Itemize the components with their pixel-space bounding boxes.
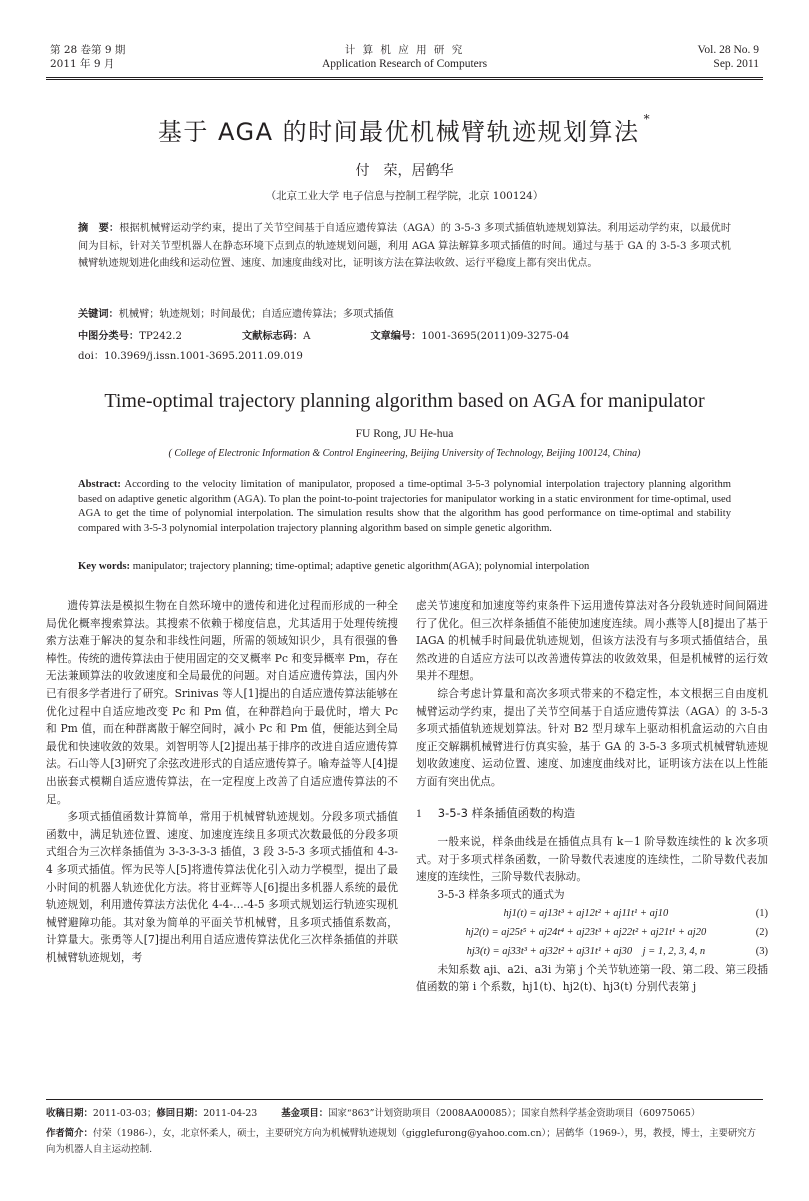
affiliation-cn: （北京工业大学 电子信息与控制工程学院，北京 100124）	[265, 190, 544, 202]
abstract-en-text: According to the velocity limitation of manipulator, proposed a time-optimal 3-5-3 polynomial interpolation trajectory planning algorithm based on adaptive genetic algorithm (AGA). To plan the point-to-point trajectories for manipulator working in a static environment for time-optimal, used AGA to get the time of polynomial interpolation. The simulation results show that the algorithm has good performance on time-optimal and stability compared with 3-5-3 polynomial interpolation trajectory planning algorithm based on simple genetic algorithm.	[78, 479, 731, 535]
document-code: A	[303, 331, 311, 342]
clc-number: TP242.2	[139, 331, 182, 342]
abstract-en-label: Abstract:	[78, 479, 121, 490]
keywords-en-text: manipulator; trajectory planning; time-optimal; adaptive genetic algorithm(AGA); polynomial interpolation	[132, 561, 590, 572]
abstract-en	[78, 478, 731, 537]
keywords-en	[78, 560, 731, 575]
keywords-cn	[78, 306, 731, 324]
header-rule	[46, 77, 763, 78]
equation-3: hj3(t) = aj33t³ + aj32t² + aj31t¹ + aj30 j = 1, 2, 3, 4, n (3)	[466, 945, 768, 957]
authors-en: FU Rong, JU He-hua	[355, 428, 454, 440]
footnote-rule	[46, 1099, 763, 1100]
keywords-cn-label: 关键词：	[78, 309, 119, 320]
abstract-cn	[78, 220, 731, 273]
footnote-author-bio: 作者简介：付荣（1986-），女，北京怀柔人，硕士，主要研究方向为机械臂轨迹规划（gigglefurong@yahoo.com.cn）；居鹤华（1969-），男，教授，博士，主要研究方向为机器人自主运动控制.	[46, 1128, 757, 1155]
journal-name: 计 算 机 应 用 研 究 Application Research of Computers	[321, 44, 488, 70]
body-paragraph: 未知系数 aji、a2i、a3i 为第 j 个关节轨迹第一段、第二段、第三段插值函数的第 i 个系数，hj1(t)、hj2(t)、hj3(t) 分别代表第 j	[416, 962, 768, 994]
body-paragraph: 虑关节速度和加速度等约束条件下运用遗传算法对各分段轨迹时间间隔进行了优化。但三次样条插值不能使加速度连续。周小燕等人[8]提出了基于 IAGA 的机械手时间最优轨迹规划，但该方法没有与多项式插值结合，虽然改进的自适应方法可以改善遗传算法的收敛效果，但是机械臂的运行效果并不理想。	[416, 599, 768, 683]
affiliation-en: ( College of Electronic Information & Control Engineering, Beijing University of Technology, Beijing 100124, China)	[168, 448, 641, 459]
footnote-dates-fund: 收稿日期：2011-03-03；修回日期：2011-04-23 基金项目：国家“863”计划资助项目（2008AA00085）；国家自然科学基金资助项目（60975065）	[46, 1108, 701, 1119]
article-number: 1001-3695(2011)09-3275-04	[421, 331, 570, 342]
body-left-column	[46, 597, 398, 966]
body-paragraph: 一般来说，样条曲线是在插值点具有 k－1 阶导数连续性的 k 次多项式。对于多项式样条函数，一阶导数代表速度的连续性，二阶导数代表加速度的连续性，三阶导数代表脉动。	[416, 835, 768, 884]
body-right-column	[416, 597, 768, 996]
keywords-en-label: Key words:	[78, 561, 131, 572]
abstract-cn-label: 摘 要：	[78, 223, 120, 234]
body-paragraph: 多项式插值函数计算简单，常用于机械臂轨迹规划。分段多项式插值函数中，满足轨迹位置、速度、加速度连续且多项式次数最低的分段多项式组合为三次样条插值为 3-3-3-3-3 插值，3 段 3-5-3 多项式插值和 4-3-4 多项式插值。恽为民等人[5]将遗传算法优化引入动力学模型，提出了最小时间的机器人轨迹优化方法。将甘亚辉等人[6]提出多机器人系统的最优轨迹规划，利用遗传算法方法优化 4-4-…-4-5 多项式规划运行轨迹实现机械臂避障功能。其对象为简单的平面关节机械臂，且多项式插值系数高，计算量大。张勇等人[7]提出利用自适应遗传算法优化三次样条插值的并联机械臂轨迹规划，考	[46, 810, 398, 964]
body-paragraph: 遗传算法是模拟生物在自然环境中的遗传和进化过程而形成的一种全局优化概率搜索算法。其搜索不依赖于梯度信息，尤其适用于处理传统搜索方法难于解决的复杂和非线性问题，所需的领域知识少，具有很强的鲁棒性。传统的遗传算法由于使用固定的交叉概率 Pc 和变异概率 Pm，存在无法兼顾算法的收敛速度和全局最优的问题。对自适应遗传算法，国内外已有很多学者进行了研究。Srinivas 等人[1]提出的自适应遗传算法能够在优化过程中自适应地改变 Pc 和 Pm 值，在种群趋向于最优时，增大 Pc 和 Pm 值，而在种群离散于解空间时，减小 Pc 和 Pm 值，便能达到全局最优和快速收敛的效果。刘智明等人[2]提出基于排序的改进自适应遗传算法。石山等人[3]研究了余弦改进形式的自适应遗传算子。喻寿益等人[4]提出嵌套式模糊自适应遗传算法，在一定程度上改善了自适应遗传算法的不足。	[46, 599, 398, 806]
body-paragraph: 综合考虑计算量和高次多项式带来的不稳定性，本文根据三自由度机械臂运动学约束，提出了关节空间基于自适应遗传算法（AGA）的 3-5-3 多项式插值轨迹规划算法。针对 B2 型月球车上驱动相机盒运动的六自由度正交解耦机械臂进行仿真实验，基于 GA 的 3-5-3 多项式机械臂轨迹规划收敛速度、运动位置、速度、加速度曲线对比，证明该方法在以上性能方面有突出优点。	[416, 686, 768, 788]
title-footnote-mark: *	[643, 112, 652, 126]
keywords-cn-text: 机械臂；轨迹规划；时间最优；自适应遗传算法；多项式插值	[118, 309, 394, 320]
body-paragraph: 3-5-3 样条多项式的通式为	[437, 887, 565, 901]
authors-cn: 付 荣，居鹤华	[355, 163, 454, 179]
paper-title-en: Time-optimal trajectory planning algorithm based on AGA for manipulator	[104, 390, 705, 412]
journal-volume-issue: 第 28 卷第 9 期 2011 年 9 月	[50, 44, 126, 70]
equation-1: hj1(t) = aj13t³ + aj12t² + aj11t¹ + aj10 (1)	[503, 907, 768, 919]
equation-2: hj2(t) = aj25t⁵ + aj24t⁴ + aj23t³ + aj22t² + aj21t¹ + aj20 (2)	[465, 926, 768, 938]
classification-line: 中图分类号：TP242.2 文献标志码：A 文章编号：1001-3695(2011)09-3275-04	[78, 331, 570, 342]
footnote	[46, 1106, 763, 1158]
abstract-cn-text: 根据机械臂运动学约束，提出了关节空间基于自适应遗传算法（AGA）的 3-5-3 多项式插值轨迹规划算法。利用运动学约束，以最优时间为目标，针对关节型机器人在静态环境下点到点的轨迹规划问题，利用 AGA 算法解算多项式插值的时间。通过与基于 GA 的 3-5-3 多项式机械臂轨迹规划进化曲线和运动位置、速度、加速度曲线对比，证明该方法在算法收敛、运行平稳度上都有突出优点。	[78, 223, 732, 270]
paper-title-cn: 基于 AGA 的时间最优机械臂轨迹规划算法 *	[157, 112, 652, 146]
section-heading: 1 3-5-3 样条插值函数的构造	[416, 805, 576, 820]
header-rule-thin	[46, 79, 763, 80]
doi: doi：10.3969/j.issn.1001-3695.2011.09.019	[78, 351, 303, 362]
journal-volume-en: Vol. 28 No. 9 Sep. 2011	[697, 44, 759, 70]
